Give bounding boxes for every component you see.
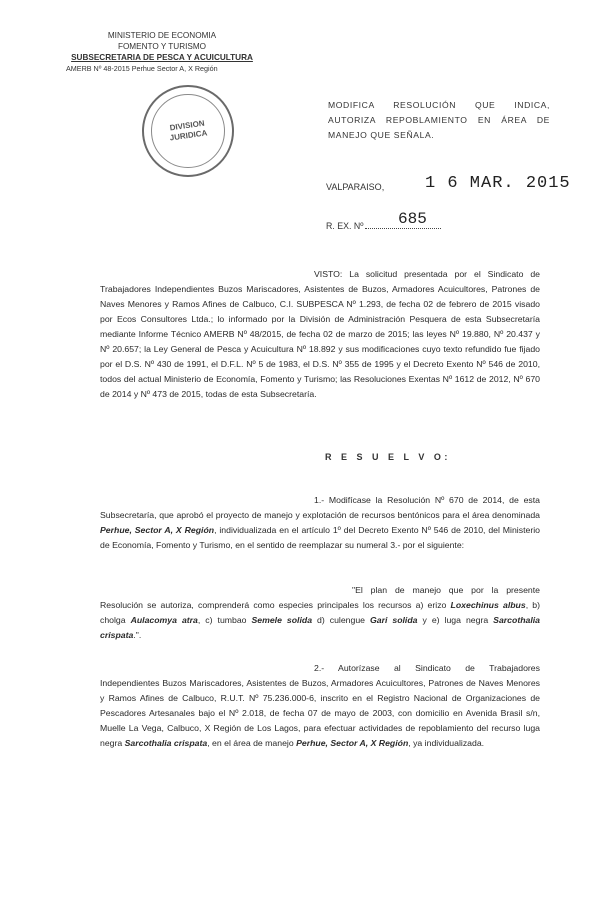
resuelvo-heading: R E S U E L V O: (325, 452, 451, 462)
amerb-reference: AMERB Nº 48-2015 Perhue Sector A, X Región (66, 64, 218, 73)
quote-text: "El plan de manejo que por la presente Resolución se autoriza, comprenderá como especies principales los recursos a) erizo (100, 585, 540, 610)
article-2-text-2: , en el área de manejo (207, 738, 297, 748)
visto-text: VISTO: La solicitud presentada por el Sindicato de Trabajadores Independientes Buzos Mariscadores, Asistentes de Buzos, Armadores Acuicultores, Patrones de Naves Menores y Ramos Afines de Calbuco, C.I. SUBPESCA Nº 1.293, de fecha 02 de febrero de 2015 visado por Ecos Consultores Ltda.; lo informado por la División de Administración Pesquera de esta Subsecretaría mediante Informe Técnico AMERB Nº 48/2015, de fecha 02 de marzo de 2015; las leyes Nº 19.880, Nº 20.437 y Nº 20.657; la Ley General de Pesca y Acuicultura Nº 18.892 y sus modificaciones cuyo texto refundido fue fijado por el D.S. Nº 430 de 1991, el D.F.L. Nº 5 de 1983, el D.S. Nº 355 de 1995 y el Decreto Exento Nº 546 de 2010, todos del actual Ministerio de Economía, Fomento y Turismo; las Resoluciones Exentas Nº 1612 de 2012, Nº 670 de 2014 y Nº 473 de 2015, todas de esta Subsecretaría. (100, 269, 540, 399)
article-2-text-end: , ya individualizada. (408, 738, 485, 748)
visto-paragraph (100, 267, 540, 402)
species-cholga: Aulacomya atra (130, 615, 198, 625)
rex-label: R. EX. Nº (326, 221, 364, 231)
area-name: Perhue, Sector A, X Región (100, 525, 215, 535)
article-2-text: 2.- Autorízase al Sindicato de Trabajadores Independientes Buzos Mariscadores, Asistentes de Buzos, Armadores Acuicultores, Patrones de Naves Menores y Ramos Afines de Calbuco, R.U.T. Nº 75.236.000-6, inscrito en el Registro Nacional de Organizaciones de Pescadores Artesanales bajo el Nº 2.018, de fecha 07 de mayo de 2003, con domicilio en Avenida Brasil s/n, Muelle La Vega, Calbuco, X Región de Los Lagos, para efectuar actividades de repoblamiento del recurso luga negra (100, 663, 540, 748)
resolution-subject: MODIFICA RESOLUCIÓN QUE INDICA, AUTORIZA REPOBLAMIENTO EN ÁREA DE MANEJO QUE SEÑALA. (328, 100, 550, 140)
ministry-subname: FOMENTO Y TURISMO (117, 42, 207, 51)
quote-text-5: y e) luga negra (417, 615, 494, 625)
ministry-name: MINISTERIO DE ECONOMIA (107, 31, 217, 40)
quote-text-4: d) culengue (312, 615, 370, 625)
rex-number: 685 (398, 210, 427, 228)
rex-number-line (365, 228, 441, 229)
quoted-numeral (100, 583, 540, 643)
species-tumbao: Semele solida (251, 615, 313, 625)
quote-text-3: , c) tumbao (197, 615, 252, 625)
stamp-line2: JURIDICA (169, 128, 208, 143)
quote-text-end: .". (133, 630, 142, 640)
area-name-2: Perhue, Sector A, X Región (296, 738, 409, 748)
species-luga-negra-2: Sarcothalia crispata (124, 738, 208, 748)
division-juridica-stamp (142, 85, 234, 177)
article-1-text: 1.- Modifícase la Resolución Nº 670 de 2014, de esta Subsecretaría, que aprobó el proyecto de manejo y explotación de recursos bentónicos para el área denominada (100, 495, 540, 520)
species-luga-negra: Sarcothalia crispata (100, 615, 541, 640)
article-1-text-end: , individualizada en el artículo 1º del Decreto Exento Nº 546 de 2010, del Ministerio de Economía, Fomento y Turismo, en el sentido de reemplazar su numeral 3.- por el siguiente: (100, 525, 540, 550)
quote-text-2: , b) cholga (100, 600, 540, 625)
stamp-line1: DIVISION (169, 118, 206, 133)
article-1 (100, 493, 540, 553)
subsecretaria-name: SUBSECRETARIA DE PESCA Y ACUICULTURA (71, 53, 253, 62)
species-culengue: Gari solida (370, 615, 418, 625)
species-erizo: Loxechinus albus (450, 600, 526, 610)
place-label: VALPARAISO, (326, 182, 385, 192)
resolution-date: 1 6 MAR. 2015 (425, 174, 571, 193)
letterhead (62, 30, 262, 74)
article-2 (100, 661, 540, 751)
